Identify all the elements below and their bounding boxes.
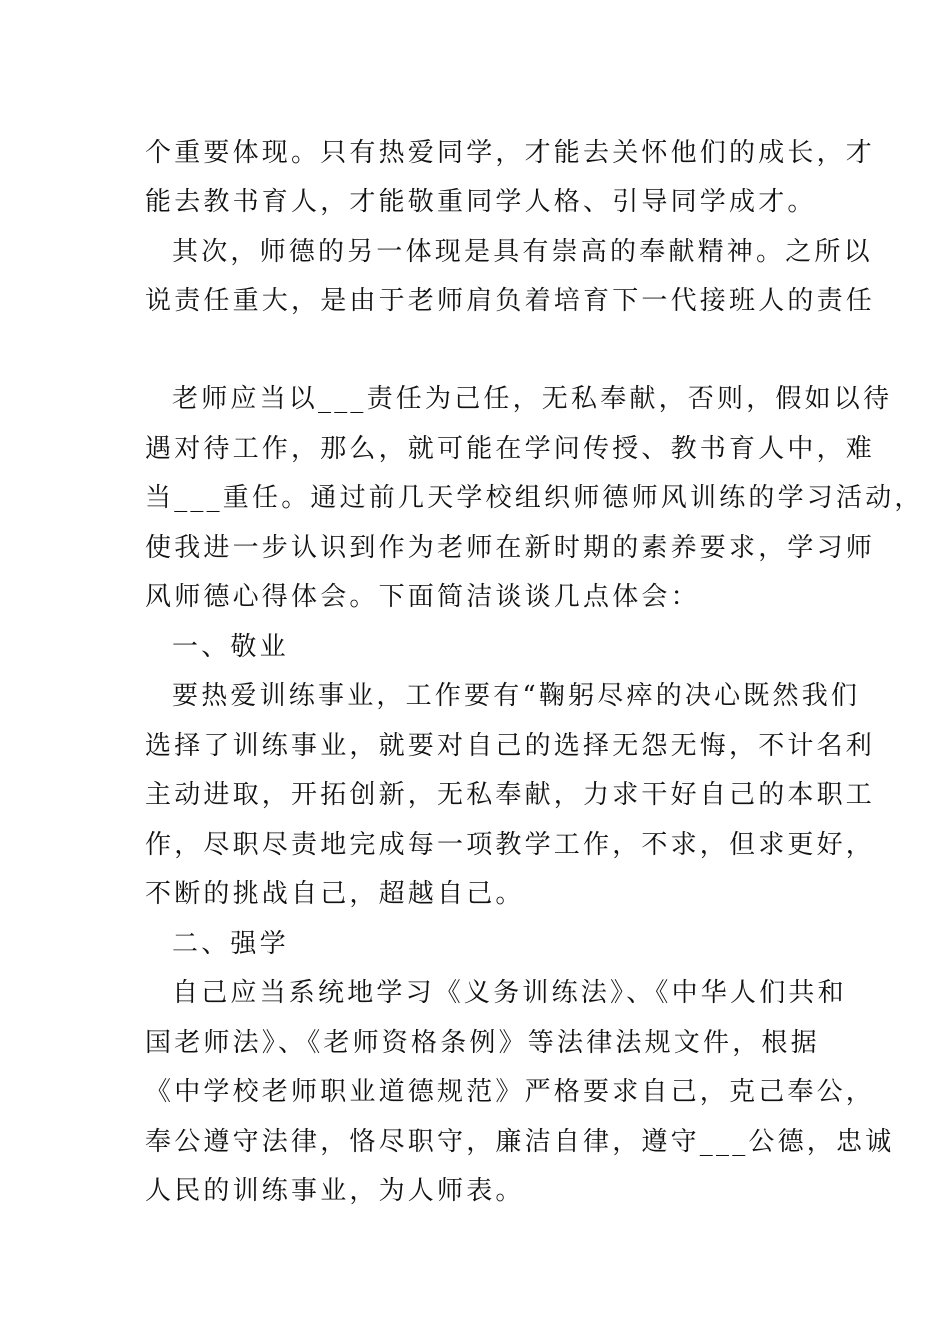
text-line: 风师德心得体会。下面简洁谈谈几点体会： <box>145 582 700 612</box>
paragraph-start-line: 要热爱训练事业，工作要有“鞠躬尽瘁的决心既然我们 <box>172 681 861 711</box>
text-line: 主动进取，开拓创新，无私奉献，力求干好自己的本职工 <box>145 780 876 810</box>
text-line: 说责任重大，是由于老师肩负着培育下一代接班人的责任 <box>145 286 876 316</box>
text-line: 《中学校老师职业道德规范》严格要求自己，克己奉公， <box>145 1077 876 1107</box>
text-line: 能去教书育人，才能敬重同学人格、引导同学成才。 <box>145 187 817 217</box>
text-line: 个重要体现。只有热爱同学，才能去关怀他们的成长，才 <box>145 138 876 168</box>
text-line: 人民的训练事业，为人师表。 <box>145 1176 525 1206</box>
section-heading: 二、强学 <box>172 929 289 959</box>
paragraph-start-line: 自己应当系统地学习《义务训练法》、《中华人们共和 <box>172 978 847 1008</box>
section-heading: 一、敬业 <box>172 632 289 662</box>
text-line: 作，尽职尽责地完成每一项教学工作，不求，但求更好， <box>145 830 876 860</box>
paragraph-start-line: 其次，师德的另一体现是具有崇高的奉献精神。之所以 <box>172 237 873 267</box>
text-line: 选择了训练事业，就要对自己的选择无怨无悔，不计名利 <box>145 731 876 761</box>
text-line: 当___重任。通过前几天学校组织师德师风训练的学习活动， <box>145 483 924 513</box>
text-line: 不断的挑战自己，超越自己。 <box>145 879 525 909</box>
text-line: 国老师法》、《老师资格条例》等法律法规文件，根据 <box>145 1028 820 1058</box>
text-line: 使我进一步认识到作为老师在新时期的素养要求，学习师 <box>145 533 876 563</box>
text-line: 奉公遵守法律，恪尽职守，廉洁自律，遵守___公德，忠诚 <box>145 1127 895 1157</box>
text-line: 遇对待工作，那么，就可能在学问传授、教书育人中，难 <box>145 434 876 464</box>
paragraph-start-line: 老师应当以___责任为己任，无私奉献，否则，假如以待 <box>172 384 893 414</box>
